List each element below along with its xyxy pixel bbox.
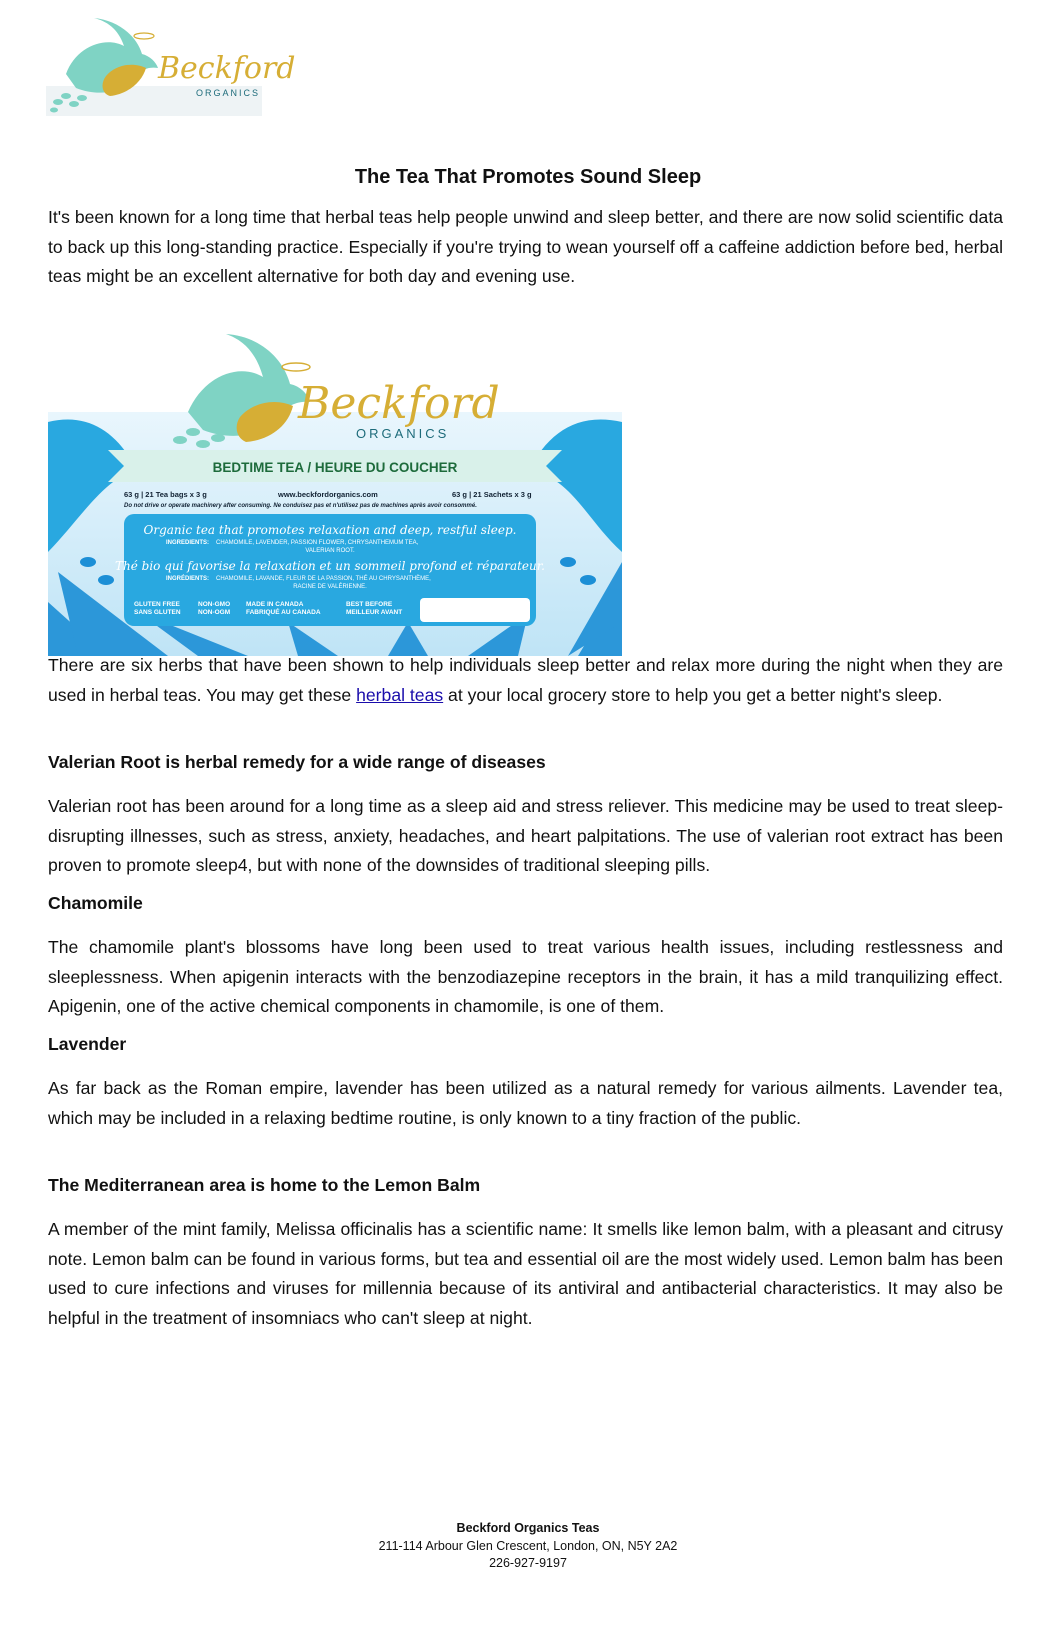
badge-bottom: MEILLEUR AVANT	[346, 609, 403, 616]
badge-bottom: SANS GLUTEN	[134, 609, 181, 616]
label-badges	[134, 601, 402, 616]
ingredients-en-label: INGREDIENTS:	[166, 540, 210, 546]
footer	[0, 1520, 1056, 1573]
best-before-box	[420, 598, 530, 622]
section-body-chamomile: The chamomile plant's blossoms have long been used to treat various health issues, including restlessness and sleeplessness. When apigenin interacts with the benzodiazepine receptors in the brain, it has a mild tranquilizing effect. Apigenin, one of the active chemical components in chamomile, is one of them.	[48, 937, 1003, 1016]
ingredients-en: CHAMOMILE, LAVENDER, PASSION FLOWER, CHRYSANTHEMUM TEA,	[216, 540, 419, 546]
section-body-valerian: Valerian root has been around for a long time as a sleep aid and stress reliever. This medicine may be used to treat sleep-disrupting illnesses, such as stress, anxiety, headaches, and heart palpitations. The use of valerian root extract has been proven to promote sleep4, but with none of the downsides of traditional sleeping pills.	[48, 796, 1003, 875]
logo-wordmark: Beckford	[158, 51, 296, 86]
label-wordmark: Beckford	[298, 378, 500, 429]
label-weight-en: 63 g | 21 Tea bags x 3 g	[124, 490, 207, 499]
label-banner: BEDTIME TEA / HEURE DU COUCHER	[212, 460, 458, 475]
tagline-french: Thé bio qui favorise la relaxation et un sommeil profond et réparateur.	[115, 559, 545, 573]
ingredients-fr: CHAMOMILE, LAVANDE, FLEUR DE LA PASSION, THÉ AU CHRYSANTHÈME,	[216, 576, 431, 582]
section-heading-chamomile: Chamomile	[48, 893, 143, 913]
ingredients-en-2: VALERIAN ROOT.	[305, 548, 355, 554]
badge-bottom: NON-OGM	[198, 609, 231, 616]
badge-top: NON-GMO	[198, 601, 231, 608]
logo-subtitle: ORGANICS	[196, 88, 261, 98]
herbs-intro-text: There are six herbs that have been shown to help individuals sleep better and relax more during the night when they are used in herbal teas. You may get these	[48, 655, 1003, 705]
badge-top: GLUTEN FREE	[134, 601, 180, 608]
herbal-teas-link[interactable]: herbal teas	[356, 684, 444, 705]
section-body-lemon-balm: A member of the mint family, Melissa officinalis has a scientific name: It smells like lemon balm, with a pleasant and citrusy note. Lemon balm can be found in various forms, but tea and essential oil are the most widely used. Lemon balm has been used to cure infections and viruses for millennia because of its antiviral and antibacterial characteristics. It may also be helpful in the treatment of insomniacs who can't sleep at night.	[48, 1219, 1003, 1328]
article-title: The Tea That Promotes Sound Sleep	[354, 166, 702, 188]
badge-bottom: FABRIQUÉ AU CANADA	[246, 609, 321, 616]
beckford-organics-logo	[46, 16, 296, 116]
badge-top: BEST BEFORE	[346, 601, 393, 608]
footer-phone: 226-927-9197	[489, 1556, 567, 1570]
section-body-lavender: As far back as the Roman empire, lavender has been utilized as a natural remedy for various ailments. Lavender tea, which may be included in a relaxing bedtime routine, is only known to a tiny fraction of the public.	[48, 1078, 1003, 1128]
label-website: www.beckfordorganics.com	[278, 490, 378, 499]
herbs-intro-text-end: at your local grocery store to help you get a better night's sleep.	[443, 684, 943, 705]
intro-paragraph: It's been known for a long time that herbal teas help people unwind and sleep better, and there are now solid scientific data to back up this long-standing practice. Especially if you're trying to wean yourself off a caffeine addiction before bed, herbal teas might be an excellent alternative for both day and evening use.	[48, 207, 1004, 286]
section-heading-lavender: Lavender	[48, 1034, 127, 1054]
tagline-english: Organic tea that promotes relaxation and deep, restful sleep.	[143, 523, 517, 537]
badge-top: MADE IN CANADA	[246, 601, 304, 608]
section-heading-valerian: Valerian Root is herbal remedy for a wide range of diseases	[48, 752, 546, 772]
bedtime-tea-label-image	[48, 322, 622, 656]
ingredients-fr-label: INGRÉDIENTS:	[166, 576, 210, 582]
section-heading-lemon-balm: The Mediterranean area is home to the Lemon Balm	[48, 1175, 481, 1195]
label-wordmark-sub: ORGANICS	[356, 426, 450, 441]
halo-icon	[134, 33, 154, 39]
footer-company-name: Beckford Organics Teas	[456, 1521, 600, 1535]
ingredients-fr-2: RACINE DE VALÉRIENNE.	[293, 584, 367, 590]
herbs-intro-paragraph	[48, 651, 1003, 710]
footer-address: 211-114 Arbour Glen Crescent, London, ON, N5Y 2A2	[378, 1538, 678, 1553]
label-weight-fr: 63 g | 21 Sachets x 3 g	[452, 490, 532, 499]
label-warning: Do not drive or operate machinery after consuming. Ne conduisez pas et n'utilisez pas de machines après avoir consommé.	[124, 503, 477, 509]
